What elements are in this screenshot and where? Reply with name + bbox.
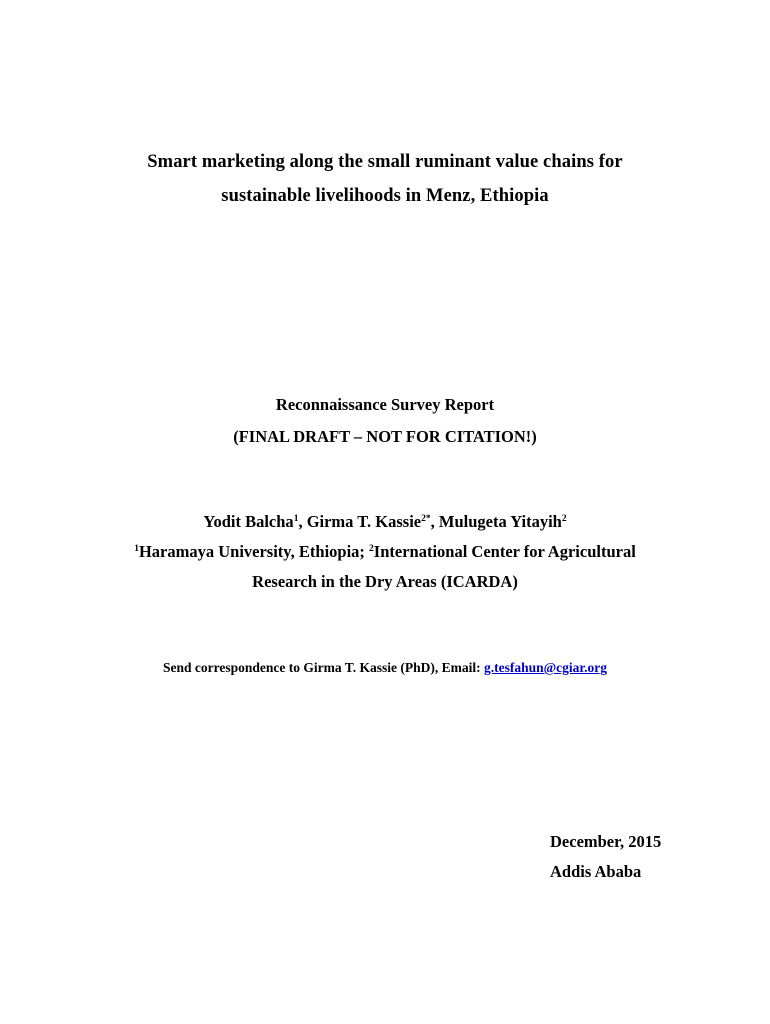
affiliation-marker: 2* [421, 514, 431, 524]
correspondence-text: Send correspondence to Girma T. Kassie (PhD), Email: [162, 660, 484, 675]
affiliation-text: International Center for Agricultural [373, 542, 636, 561]
author-name: , Mulugeta Yitayih [430, 512, 562, 531]
affiliation-text: Haramaya University, Ethiopia; [138, 542, 370, 561]
affiliations-line-2: Research in the Dry Areas (ICARDA) [252, 572, 518, 591]
affiliations-line-1 [0, 542, 770, 562]
affiliation-marker: 2 [561, 514, 567, 524]
title-line-1: Smart marketing along the small ruminant value chains for [147, 152, 623, 172]
date: December, 2015 [550, 832, 662, 851]
place: Addis Ababa [550, 862, 642, 881]
affiliation-marker: 1 [293, 514, 299, 524]
draft-status: (FINAL DRAFT – NOT FOR CITATION!) [233, 427, 537, 446]
report-type: Reconnaissance Survey Report [275, 395, 495, 414]
correspondence-line [0, 660, 770, 676]
email-link[interactable]: g.tesfahun@cgiar.org [483, 660, 608, 675]
title-line-2: sustainable livelihoods in Menz, Ethiopia [221, 186, 549, 206]
affiliation-marker: 1 [134, 544, 139, 554]
author-name: , Girma T. Kassie [298, 512, 422, 531]
author-list [0, 512, 770, 532]
affiliation-marker: 2 [369, 544, 374, 554]
author-name: Yodit Balcha [203, 512, 294, 531]
